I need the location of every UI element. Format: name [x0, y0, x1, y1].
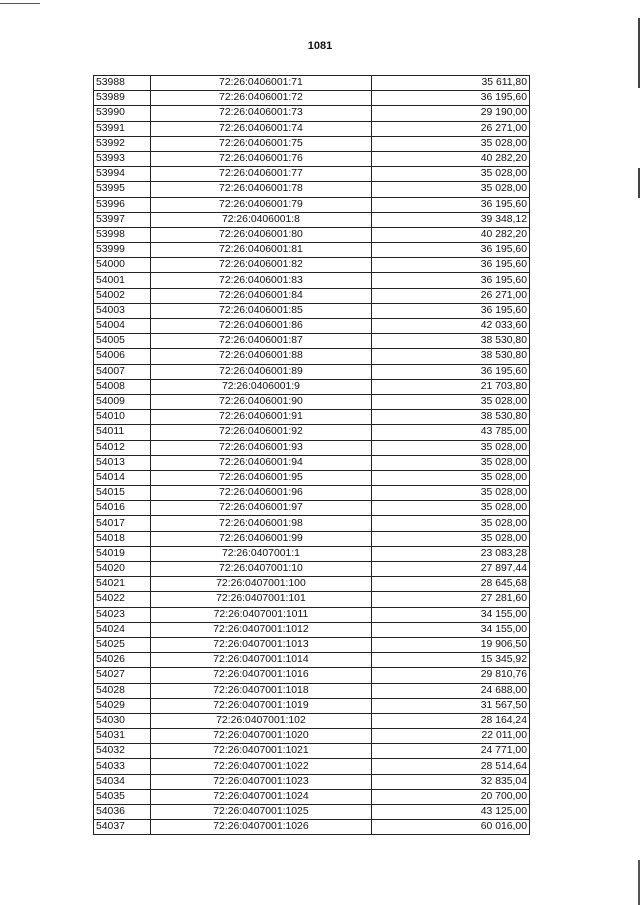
cadastral-number-cell: 72:26:0407001:1018 — [151, 683, 372, 698]
row-id-cell: 54028 — [94, 683, 151, 698]
cadastral-number-cell: 72:26:0406001:91 — [151, 410, 372, 425]
cadastral-value-cell: 28 514,64 — [371, 759, 529, 774]
row-id-cell: 54034 — [94, 774, 151, 789]
row-id-cell: 53992 — [94, 136, 151, 151]
cadastral-number-cell: 72:26:0406001:74 — [151, 121, 372, 136]
cadastral-number-cell: 72:26:0406001:9 — [151, 379, 372, 394]
row-id-cell: 54025 — [94, 637, 151, 652]
table-row — [94, 394, 530, 409]
cadastral-number-cell: 72:26:0406001:76 — [151, 151, 372, 166]
cadastral-value-cell: 35 028,00 — [371, 136, 529, 151]
cadastral-value-cell: 26 271,00 — [371, 121, 529, 136]
row-id-cell: 54026 — [94, 653, 151, 668]
row-id-cell: 54012 — [94, 440, 151, 455]
table-row — [94, 106, 530, 121]
row-id-cell: 54007 — [94, 364, 151, 379]
scan-artifact-line — [0, 3, 40, 4]
table-row — [94, 364, 530, 379]
row-id-cell: 54019 — [94, 546, 151, 561]
cadastral-value-cell: 24 688,00 — [371, 683, 529, 698]
row-id-cell: 53988 — [94, 76, 151, 91]
cadastral-number-cell: 72:26:0407001:1021 — [151, 744, 372, 759]
cadastral-value-table — [93, 75, 530, 835]
row-id-cell: 53989 — [94, 91, 151, 106]
cadastral-value-cell: 40 282,20 — [371, 151, 529, 166]
cadastral-number-cell: 72:26:0406001:90 — [151, 394, 372, 409]
cadastral-number-cell: 72:26:0406001:89 — [151, 364, 372, 379]
cadastral-value-cell: 28 164,24 — [371, 713, 529, 728]
row-id-cell: 53990 — [94, 106, 151, 121]
cadastral-value-cell: 26 271,00 — [371, 288, 529, 303]
table-row — [94, 653, 530, 668]
table-row — [94, 820, 530, 835]
row-id-cell: 54002 — [94, 288, 151, 303]
cadastral-number-cell: 72:26:0406001:79 — [151, 197, 372, 212]
cadastral-value-cell: 40 282,20 — [371, 227, 529, 242]
row-id-cell: 54017 — [94, 516, 151, 531]
cadastral-value-cell: 36 195,60 — [371, 303, 529, 318]
cadastral-number-cell: 72:26:0406001:95 — [151, 470, 372, 485]
row-id-cell: 54036 — [94, 805, 151, 820]
cadastral-number-cell: 72:26:0406001:94 — [151, 455, 372, 470]
row-id-cell: 53996 — [94, 197, 151, 212]
row-id-cell: 54010 — [94, 410, 151, 425]
table-row — [94, 334, 530, 349]
cadastral-value-cell: 38 530,80 — [371, 410, 529, 425]
page-number: 1081 — [307, 40, 333, 52]
table-row — [94, 546, 530, 561]
cadastral-value-cell: 35 028,00 — [371, 440, 529, 455]
row-id-cell: 54001 — [94, 273, 151, 288]
cadastral-number-cell: 72:26:0406001:78 — [151, 182, 372, 197]
cadastral-value-cell: 22 011,00 — [371, 729, 529, 744]
table-row — [94, 76, 530, 91]
cadastral-value-cell: 35 028,00 — [371, 470, 529, 485]
row-id-cell: 53999 — [94, 243, 151, 258]
table-row — [94, 531, 530, 546]
table-row — [94, 273, 530, 288]
table-body — [94, 76, 530, 835]
cadastral-number-cell: 72:26:0407001:1024 — [151, 789, 372, 804]
cadastral-value-cell: 35 611,80 — [371, 76, 529, 91]
cadastral-value-cell: 34 155,00 — [371, 622, 529, 637]
table-row — [94, 622, 530, 637]
table-row — [94, 729, 530, 744]
cadastral-value-cell: 19 906,50 — [371, 637, 529, 652]
cadastral-number-cell: 72:26:0406001:73 — [151, 106, 372, 121]
table-row — [94, 212, 530, 227]
table-row — [94, 577, 530, 592]
cadastral-number-cell: 72:26:0406001:84 — [151, 288, 372, 303]
cadastral-value-cell: 35 028,00 — [371, 394, 529, 409]
cadastral-number-cell: 72:26:0407001:1013 — [151, 637, 372, 652]
table-row — [94, 243, 530, 258]
row-id-cell: 54000 — [94, 258, 151, 273]
row-id-cell: 54004 — [94, 319, 151, 334]
cadastral-value-cell: 36 195,60 — [371, 243, 529, 258]
cadastral-value-cell: 29 810,76 — [371, 668, 529, 683]
row-id-cell: 54006 — [94, 349, 151, 364]
cadastral-number-cell: 72:26:0406001:93 — [151, 440, 372, 455]
table-row — [94, 774, 530, 789]
row-id-cell: 54037 — [94, 820, 151, 835]
cadastral-number-cell: 72:26:0407001:1026 — [151, 820, 372, 835]
cadastral-number-cell: 72:26:0406001:71 — [151, 76, 372, 91]
cadastral-value-cell: 35 028,00 — [371, 531, 529, 546]
row-id-cell: 54029 — [94, 698, 151, 713]
cadastral-value-cell: 39 348,12 — [371, 212, 529, 227]
cadastral-number-cell: 72:26:0406001:99 — [151, 531, 372, 546]
table-row — [94, 759, 530, 774]
table-row — [94, 91, 530, 106]
table-row — [94, 486, 530, 501]
cadastral-number-cell: 72:26:0407001:1012 — [151, 622, 372, 637]
cadastral-value-cell: 36 195,60 — [371, 273, 529, 288]
cadastral-number-cell: 72:26:0406001:81 — [151, 243, 372, 258]
cadastral-value-cell: 32 835,04 — [371, 774, 529, 789]
row-id-cell: 54033 — [94, 759, 151, 774]
table-row — [94, 501, 530, 516]
table-row — [94, 683, 530, 698]
table-row — [94, 319, 530, 334]
table-row — [94, 288, 530, 303]
cadastral-number-cell: 72:26:0406001:83 — [151, 273, 372, 288]
cadastral-value-cell: 38 530,80 — [371, 334, 529, 349]
row-id-cell: 53995 — [94, 182, 151, 197]
table-row — [94, 516, 530, 531]
cadastral-value-cell: 21 703,80 — [371, 379, 529, 394]
table-row — [94, 637, 530, 652]
table-row — [94, 455, 530, 470]
cadastral-value-cell: 36 195,60 — [371, 258, 529, 273]
cadastral-number-cell: 72:26:0407001:1025 — [151, 805, 372, 820]
cadastral-number-cell: 72:26:0406001:72 — [151, 91, 372, 106]
row-id-cell: 54008 — [94, 379, 151, 394]
cadastral-number-cell: 72:26:0406001:75 — [151, 136, 372, 151]
cadastral-value-cell: 35 028,00 — [371, 516, 529, 531]
cadastral-number-cell: 72:26:0407001:10 — [151, 562, 372, 577]
cadastral-value-cell: 35 028,00 — [371, 167, 529, 182]
table-row — [94, 713, 530, 728]
cadastral-number-cell: 72:26:0406001:88 — [151, 349, 372, 364]
table-row — [94, 410, 530, 425]
table-row — [94, 744, 530, 759]
cadastral-number-cell: 72:26:0407001:100 — [151, 577, 372, 592]
cadastral-number-cell: 72:26:0406001:92 — [151, 425, 372, 440]
cadastral-value-cell: 28 645,68 — [371, 577, 529, 592]
cadastral-number-cell: 72:26:0407001:1011 — [151, 607, 372, 622]
table-row — [94, 470, 530, 485]
cadastral-value-cell: 27 897,44 — [371, 562, 529, 577]
table-row — [94, 303, 530, 318]
row-id-cell: 54024 — [94, 622, 151, 637]
row-id-cell: 54030 — [94, 713, 151, 728]
row-id-cell: 54022 — [94, 592, 151, 607]
cadastral-number-cell: 72:26:0406001:77 — [151, 167, 372, 182]
cadastral-value-cell: 35 028,00 — [371, 486, 529, 501]
cadastral-value-cell: 23 083,28 — [371, 546, 529, 561]
table-row — [94, 197, 530, 212]
table-row — [94, 136, 530, 151]
row-id-cell: 53997 — [94, 212, 151, 227]
row-id-cell: 54014 — [94, 470, 151, 485]
row-id-cell: 54032 — [94, 744, 151, 759]
row-id-cell: 53998 — [94, 227, 151, 242]
row-id-cell: 54009 — [94, 394, 151, 409]
row-id-cell: 54013 — [94, 455, 151, 470]
cadastral-number-cell: 72:26:0406001:97 — [151, 501, 372, 516]
row-id-cell: 54018 — [94, 531, 151, 546]
row-id-cell: 54015 — [94, 486, 151, 501]
row-id-cell: 54031 — [94, 729, 151, 744]
cadastral-number-cell: 72:26:0406001:86 — [151, 319, 372, 334]
cadastral-value-cell: 15 345,92 — [371, 653, 529, 668]
row-id-cell: 54011 — [94, 425, 151, 440]
cadastral-number-cell: 72:26:0407001:1 — [151, 546, 372, 561]
cadastral-value-cell: 35 028,00 — [371, 501, 529, 516]
cadastral-value-cell: 35 028,00 — [371, 455, 529, 470]
table-row — [94, 349, 530, 364]
table-row — [94, 425, 530, 440]
cadastral-number-cell: 72:26:0407001:1019 — [151, 698, 372, 713]
cadastral-number-cell: 72:26:0406001:98 — [151, 516, 372, 531]
cadastral-value-cell: 20 700,00 — [371, 789, 529, 804]
table-row — [94, 562, 530, 577]
table-row — [94, 698, 530, 713]
cadastral-number-cell: 72:26:0407001:1023 — [151, 774, 372, 789]
cadastral-value-cell: 38 530,80 — [371, 349, 529, 364]
cadastral-value-cell: 60 016,00 — [371, 820, 529, 835]
table-row — [94, 668, 530, 683]
cadastral-number-cell: 72:26:0407001:1022 — [151, 759, 372, 774]
cadastral-value-cell: 35 028,00 — [371, 182, 529, 197]
cadastral-number-cell: 72:26:0406001:82 — [151, 258, 372, 273]
row-id-cell: 53991 — [94, 121, 151, 136]
row-id-cell: 54021 — [94, 577, 151, 592]
table-row — [94, 167, 530, 182]
table-row — [94, 151, 530, 166]
row-id-cell: 54016 — [94, 501, 151, 516]
cadastral-value-cell: 27 281,60 — [371, 592, 529, 607]
cadastral-number-cell: 72:26:0407001:1016 — [151, 668, 372, 683]
table-row — [94, 607, 530, 622]
table-row — [94, 440, 530, 455]
cadastral-value-cell: 43 125,00 — [371, 805, 529, 820]
table-row — [94, 379, 530, 394]
row-id-cell: 54020 — [94, 562, 151, 577]
cadastral-value-cell: 34 155,00 — [371, 607, 529, 622]
row-id-cell: 54005 — [94, 334, 151, 349]
row-id-cell: 53994 — [94, 167, 151, 182]
cadastral-value-cell: 42 033,60 — [371, 319, 529, 334]
cadastral-number-cell: 72:26:0406001:96 — [151, 486, 372, 501]
row-id-cell: 54035 — [94, 789, 151, 804]
table-row — [94, 182, 530, 197]
cadastral-value-cell: 36 195,60 — [371, 91, 529, 106]
table-row — [94, 789, 530, 804]
cadastral-number-cell: 72:26:0406001:80 — [151, 227, 372, 242]
cadastral-number-cell: 72:26:0407001:1014 — [151, 653, 372, 668]
table-row — [94, 805, 530, 820]
cadastral-value-cell: 43 785,00 — [371, 425, 529, 440]
table-row — [94, 592, 530, 607]
cadastral-number-cell: 72:26:0406001:85 — [151, 303, 372, 318]
row-id-cell: 53993 — [94, 151, 151, 166]
cadastral-value-cell: 36 195,60 — [371, 364, 529, 379]
table-row — [94, 258, 530, 273]
cadastral-number-cell: 72:26:0406001:87 — [151, 334, 372, 349]
cadastral-number-cell: 72:26:0407001:101 — [151, 592, 372, 607]
cadastral-number-cell: 72:26:0407001:102 — [151, 713, 372, 728]
cadastral-value-cell: 36 195,60 — [371, 197, 529, 212]
row-id-cell: 54003 — [94, 303, 151, 318]
cadastral-number-cell: 72:26:0406001:8 — [151, 212, 372, 227]
cadastral-number-cell: 72:26:0407001:1020 — [151, 729, 372, 744]
cadastral-value-cell: 29 190,00 — [371, 106, 529, 121]
cadastral-value-cell: 24 771,00 — [371, 744, 529, 759]
table-row — [94, 227, 530, 242]
row-id-cell: 54027 — [94, 668, 151, 683]
cadastral-value-cell: 31 567,50 — [371, 698, 529, 713]
row-id-cell: 54023 — [94, 607, 151, 622]
table-row — [94, 121, 530, 136]
